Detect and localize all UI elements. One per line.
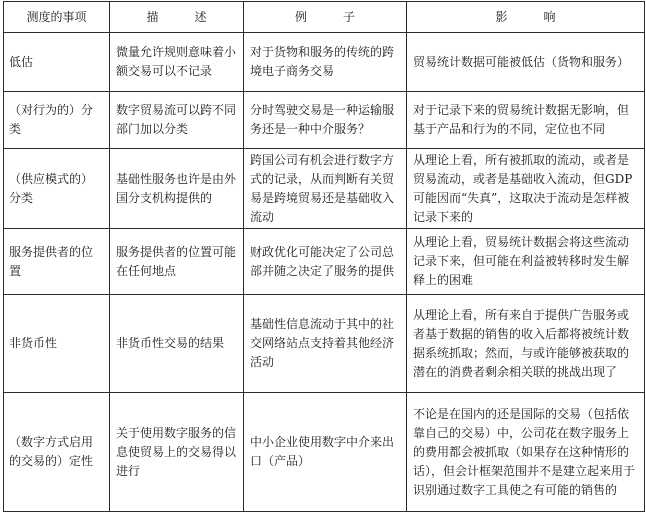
header-row xyxy=(4,2,645,33)
row-impact: 对于记录下来的贸易统计数据无影响，但基于产品和行为的不同，定位也不同 xyxy=(407,92,645,149)
row-item: （数字方式启用的交易的）定性 xyxy=(4,393,110,512)
table-row xyxy=(4,149,645,229)
row-item: 低估 xyxy=(4,33,110,92)
table-row xyxy=(4,92,645,149)
row-item: 非货币性 xyxy=(4,295,110,393)
row-example: 中小企业使用数字中介来出口（产品） xyxy=(244,393,407,512)
row-item: （供应模式的）分类 xyxy=(4,149,110,229)
row-impact: 从理论上看，贸易统计数据会将这些流动记录下来，但可能在利益被转移时发生解释上的困难 xyxy=(407,229,645,295)
row-example: 跨国公司有机会进行数字方式的记录，从而判断有关贸易是跨境贸易还是基础收入流动 xyxy=(244,149,407,229)
header-impact: 影 响 xyxy=(407,2,645,33)
table-row xyxy=(4,229,645,295)
row-impact: 贸易统计数据可能被低估（货物和服务） xyxy=(407,33,645,92)
row-example: 财政优化可能决定了公司总部并随之决定了服务的提供 xyxy=(244,229,407,295)
row-description: 服务提供者的位置可能在任何地点 xyxy=(110,229,244,295)
header-description: 描 述 xyxy=(110,2,244,33)
row-description: 基础性服务也许是由外国分支机构提供的 xyxy=(110,149,244,229)
row-impact: 不论是在国内的还是国际的交易（包括依靠自己的交易）中，公司花在数字服务上的费用都会被抓取（如果存在这种情形的话），但会计框架范围并不是建立起来用于识别通过数字工具使之有可能的销售的 xyxy=(407,393,645,512)
row-example: 基础性信息流动于其中的社交网络站点支持着其他经济活动 xyxy=(244,295,407,393)
row-example: 分时驾驶交易是一种运输服务还是一种中介服务？ xyxy=(244,92,407,149)
row-description: 微量允许规则意味着小额交易可以不记录 xyxy=(110,33,244,92)
table-row xyxy=(4,33,645,92)
table-row xyxy=(4,393,645,512)
measurement-issues-table xyxy=(3,1,645,512)
row-impact: 从理论上看，所有被抓取的流动，或者是贸易流动，或者是基础收入流动，但GDP可能因而“失真”，这取决于流动是怎样被记录下来的 xyxy=(407,149,645,229)
table-row xyxy=(4,295,645,393)
row-description: 非货币性交易的结果 xyxy=(110,295,244,393)
row-item: （对行为的）分类 xyxy=(4,92,110,149)
header-example: 例 子 xyxy=(244,2,407,33)
row-example: 对于货物和服务的传统的跨境电子商务交易 xyxy=(244,33,407,92)
row-impact: 从理论上看，所有来自于提供广告服务或者基于数据的销售的收入后都将被统计数据系统抓取；然而，与或许能够被获取的潜在的消费者剩余相关联的挑战出现了 xyxy=(407,295,645,393)
row-item: 服务提供者的位置 xyxy=(4,229,110,295)
row-description: 数字贸易流可以跨不同部门加以分类 xyxy=(110,92,244,149)
row-description: 关于使用数字服务的信息使贸易上的交易得以进行 xyxy=(110,393,244,512)
header-item: 测度的事项 xyxy=(4,2,110,33)
